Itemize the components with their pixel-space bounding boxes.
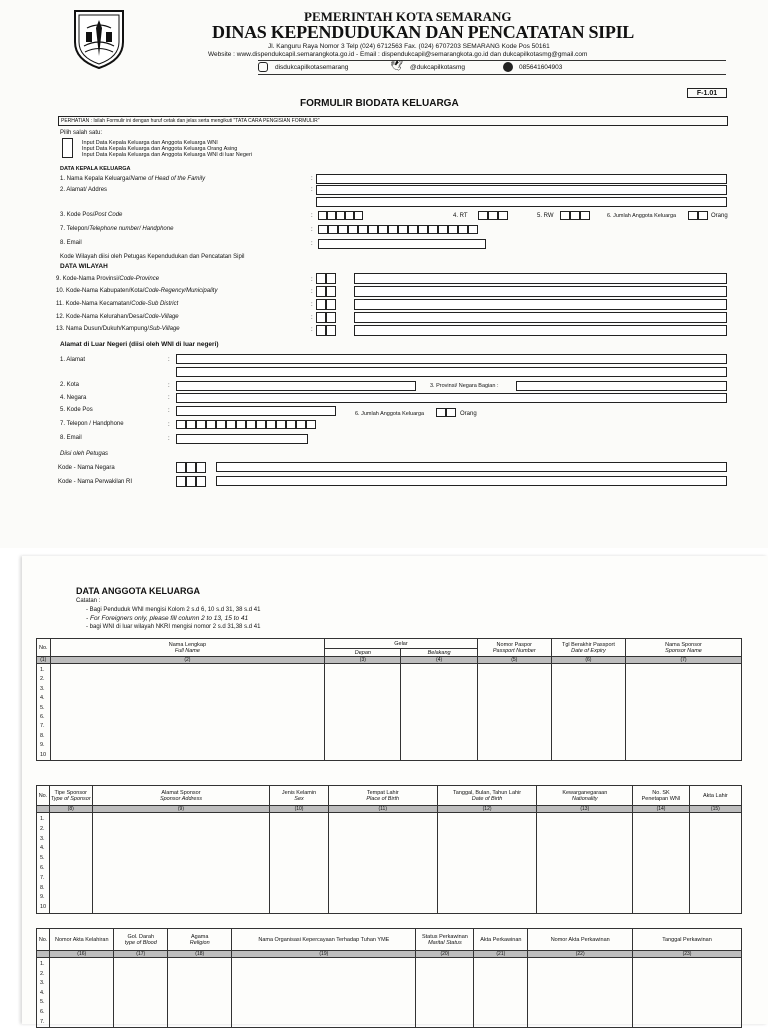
entry-cell[interactable] — [416, 958, 474, 1028]
row-numbers: 1. 2. 3. 4. 5. 6. 7. — [37, 958, 50, 1028]
col-sponsor-type: Tipe Sponsor Type of Sponsor — [49, 786, 92, 806]
choice-option-2: Input Data Kepala Keluarga dan Anggota Keluarga Orang Asing — [82, 146, 238, 152]
entry-cell[interactable] — [633, 958, 742, 1028]
kode-wilayah-note: Kode Wilayah diisi oleh Petugas Kependudukan dan Pencatatan Sipil — [60, 254, 245, 260]
wilayah-12: 12. Kode-Nama Kelurahan/Desa/Code-Village — [56, 314, 179, 320]
field-8-label: 8. Email — [60, 240, 82, 246]
field-2-label: 2. Alamat/ Addres — [60, 187, 108, 193]
catatan-label: Catatan : — [76, 598, 101, 604]
luar-orang-label: Orang — [460, 411, 477, 417]
col-passport-expiry: Tgl Berakhir Passport Date of Expiry — [551, 639, 625, 657]
header-agency: DINAS KEPENDUDUKAN DAN PENCATATAN SIPIL — [212, 22, 634, 42]
twitter-icon: 🕊 — [390, 61, 403, 72]
col-belakang: Belakang — [401, 649, 477, 657]
luar-1-label: 1. Alamat — [60, 357, 86, 363]
entry-cell[interactable] — [50, 664, 325, 761]
entry-cell[interactable] — [168, 958, 232, 1028]
members-table-3: No. Nomor Akta Kelahiran Gol. Darah type of Blood Agama Religion Nama Organisasi Kepercayaan Terhadap Tuhan YME Status Perkawinan Marital Status Akta Perkawinan Nomor Akta Perkawinan Tanggal Perkawinan (16) (17) (18) (19) (20) (21) (22) (23) 1. 2. 3. 4. 5. 6. 7. — [36, 928, 742, 1028]
entry-cell[interactable] — [528, 958, 633, 1028]
field-3-label: 3. Kode Pos/Post Code — [60, 212, 123, 218]
entry-cell[interactable] — [50, 958, 114, 1028]
notice-box — [58, 116, 728, 126]
col-marriage-cert: Akta Perkawinan — [474, 929, 528, 951]
col-passport: Nomor Paspor Passport Number — [477, 639, 551, 657]
col-gelar: Gelar — [325, 639, 477, 649]
kode-negara-label: Kode - Nama Negara — [58, 465, 115, 471]
entry-cell[interactable] — [114, 958, 168, 1028]
family-count-label: 6. Jumlah Anggota Keluarga — [607, 213, 677, 219]
luar-8-label: 8. Email — [60, 435, 82, 441]
col-full-name: Nama Lengkap Full Name — [50, 639, 325, 657]
note-2: - For Foreigners only, please fill column 2 to 13, 15 to 41 — [86, 615, 249, 622]
wilayah-11: 11. Kode-Nama Kecamatan/Code-Sub District — [56, 301, 179, 307]
instagram-icon — [258, 62, 268, 72]
wilayah-10: 10. Kode-Nama Kabupaten/Kota/Code-Regency/Municipality — [56, 288, 218, 294]
entry-cell[interactable] — [437, 813, 536, 914]
header-government: PEMERINTAH KOTA SEMARANG — [304, 9, 512, 24]
semarang-city-crest-icon — [72, 8, 126, 70]
members-table-1: No. Nama Lengkap Full Name Gelar Nomor Paspor Passport Number Tgl Berakhir Passport Date of Expiry Nama Sponsor Sponsor Name Depan Belakang (1) (2) (3) (4) (5) (6) (7) 1. 2. 3. 4. 5. 6. 7. 8. 9. 10 — [36, 638, 742, 761]
col-religion: Agama Religion — [168, 929, 232, 951]
section-kepala: DATA KEPALA KELUARGA — [60, 166, 131, 172]
col-sponsor-name: Nama Sponsor Sponsor Name — [626, 639, 742, 657]
col-belief-org: Nama Organisasi Kepercayaan Terhadap Tuhan YME — [232, 929, 416, 951]
wilayah-9: 9. Kode-Nama Provinsi/Code-Province — [56, 276, 160, 282]
field-7-label: 7. Telepon/Telephone number/ Handphone — [60, 226, 174, 232]
twitter-handle: @dukcapilkotasmg — [410, 64, 466, 71]
luar-3-label: 3. Provinsi/ Negara Bagian : — [430, 383, 499, 389]
entry-cell[interactable] — [689, 813, 741, 914]
col-no: No. — [37, 929, 50, 951]
foreign-email-field[interactable] — [176, 434, 308, 444]
col-place-of-birth: Tempat Lahir Place of Birth — [328, 786, 437, 806]
form-page-2 — [22, 556, 768, 1024]
entry-cell[interactable] — [633, 813, 689, 914]
entry-cell[interactable] — [626, 664, 742, 761]
form-title: FORMULIR BIODATA KELUARGA — [300, 98, 459, 109]
choice-checkbox[interactable] — [62, 138, 73, 158]
petugas-label: Diisi oleh Petugas — [60, 451, 109, 457]
entry-cell[interactable] — [401, 664, 477, 761]
section-wilayah: DATA WILAYAH — [60, 263, 108, 270]
entry-cell[interactable] — [270, 813, 328, 914]
choice-option-1: Input Data Kepala Keluarga dan Anggota Keluarga WNI — [82, 140, 218, 146]
members-table-2: No. Tipe Sponsor Type of Sponsor Alamat Sponsor Sponsor Address Jenis Kelamin Sex Tempat Lahir Place of Birth Tanggal, Bulan, Tahun Lahir Date of Birth Kewarganegaraan Nationality No. SK Penetapan WNI Akta Lahir (8) (9) (10) (11) (12) (13) (14) (15) 1. 2. 3. 4. 5. 6. 7. 8. 9. 10 — [36, 785, 742, 914]
notice-text: PERHATIAN : Isilah Formulir ini dengan huruf cetak dan jelas serta mengikuti "TATA CARA PENGISIAN FORMULIR" — [61, 118, 320, 124]
col-birth-cert: Akta Lahir — [689, 786, 741, 806]
col-marriage-date: Tanggal Perkawinan — [633, 929, 742, 951]
choice-label: Pilih salah satu: — [60, 130, 103, 136]
col-no: No. — [37, 639, 51, 657]
col-sk: No. SK Penetapan WNI — [633, 786, 689, 806]
luar-5-label: 5. Kode Pos — [60, 407, 93, 413]
rw-label: 5. RW — [537, 213, 554, 219]
col-sex: Jenis Kelamin Sex — [270, 786, 328, 806]
entry-cell[interactable] — [474, 958, 528, 1028]
entry-cell[interactable] — [328, 813, 437, 914]
foreign-city-field[interactable] — [176, 381, 416, 391]
col-marital-status: Status Perkawinan Marital Status — [416, 929, 474, 951]
form-code: F-1.01 — [687, 88, 727, 98]
instagram-handle: disdukcapilkotasemarang — [275, 64, 349, 71]
row-numbers: 1. 2. 3. 4. 5. 6. 7. 8. 9. 10 — [37, 664, 51, 761]
col-sponsor-address: Alamat Sponsor Sponsor Address — [92, 786, 270, 806]
head-name-field[interactable] — [316, 174, 727, 184]
col-nationality: Kewarganegaraan Nationality — [537, 786, 633, 806]
address-field-2[interactable] — [316, 197, 727, 207]
entry-cell[interactable] — [49, 813, 92, 914]
foreign-postcode-field[interactable] — [176, 406, 336, 416]
whatsapp-number: 085641604903 — [519, 64, 563, 71]
address-field-1[interactable] — [316, 185, 727, 195]
entry-cell[interactable] — [477, 664, 551, 761]
country-name-field[interactable] — [216, 462, 727, 472]
entry-cell[interactable] — [92, 813, 270, 914]
col-blood-type: Gol. Darah type of Blood — [114, 929, 168, 951]
header-address: Jl. Kanguru Raya Nomor 3 Telp (024) 6712563 Fax. (024) 6707203 SEMARANG Kode Pos 50161 — [268, 43, 550, 50]
field-1-label: 1. Nama Kepala Keluarga/Name of Head of the Family — [60, 176, 206, 182]
entry-cell[interactable] — [325, 664, 401, 761]
form-page-1: PEMERINTAH KOTA SEMARANG DINAS KEPENDUDUKAN DAN PENCATATAN SIPIL Jl. Kanguru Raya Nomor 3 Telp (024) 6712563 Fax. (024) 6707203 SEMARANG Kode Pos 50161 Website : www.dispendukcapil.semarangkota.go.id - Email : dispendukcapil@semarangkota.go.id dan dukcapilkotasmg@gmail.com disdukcapilkotasemarang 🕊 @dukcapilkotasmg 085641604903 F-1.01 FORMULIR BIODATA KELUARGA PERHATIAN : Isilah Formulir ini dengan huruf cetak dan jelas serta mengikuti "TATA CARA PENGISIAN FORMULIR" Pilih salah satu: Input Data Kepala Keluarga dan Anggota Keluarga WNI Input Data Kepala Keluarga dan Anggota Keluarga Orang Asing Input Data Kepala Keluarga dan Anggota Keluarga WNI di luar Negeri DATA KEPALA KELUARGA 1. Nama Kepala Keluarga/Name of Head of the Family : 2. Alamat/ Addres : 3. Kode Pos/Post Code : 4. RT 5. RW 6. Jumlah Anggota Keluarga Orang 7. Telepon/Telephone number/ Handphone : 8. Email : Kode Wilayah diisi oleh Petugas Kependudukan dan Pencatatan Sipil DATA WILAYAH 9. Kode-Nama Provinsi/Code-Province 10. Kode-Nama Kabupaten/Kota/Code-Regency/Municipality 11. Kode-Nama Kecamatan/Code-Sub District 12. Kode-Nama Kelurahan/Desa/Code-Village 13. Nama Dusun/Dukuh/Kampung/Sub-Village : : : : : Alamat di Luar Negeri (diisi oleh WNI di luar negeri) 1. Alamat : 2. Kota : 3. Provinsi/ Negara Bagian : 4. Negara : 5. Kode Pos : 6. Jumlah Anggota Keluarga Orang 7. Telepon / Handphone : 8. Email : Diisi oleh Petugas Kode - Nama Negara Kode - Nama Perwakilan RI — [0, 0, 768, 548]
col-date-of-birth: Tanggal, Bulan, Tahun Lahir Date of Birth — [437, 786, 536, 806]
representative-name-field[interactable] — [216, 476, 727, 486]
header-website: Website : www.dispendukcapil.semarangkota.go.id - Email : dispendukcapil@semarangkota.go.id dan dukcapilkotasmg@gmail.com — [208, 51, 588, 58]
anggota-title: DATA ANGGOTA KELUARGA — [76, 586, 200, 596]
foreign-province-field[interactable] — [516, 381, 727, 391]
wilayah-13: 13. Nama Dusun/Dukuh/Kampung/Sub-Village — [56, 326, 180, 332]
foreign-address-1[interactable] — [176, 354, 727, 364]
col-no: No. — [37, 786, 50, 806]
note-1: - Bagi Penduduk WNI mengisi Kolom 2 s.d 6, 10 s.d 31, 38 s.d 41 — [86, 607, 261, 613]
whatsapp-icon — [503, 62, 513, 72]
choice-option-3: Input Data Kepala Keluarga dan Anggota Keluarga WNI di luar Negeri — [82, 152, 252, 158]
note-3: - bagi WNI di luar wilayah NKRI mengisi nomor 2 s.d 31,38 s.d 41 — [86, 624, 261, 630]
entry-cell[interactable] — [232, 958, 416, 1028]
rt-label: 4. RT — [453, 213, 468, 219]
col-depan: Depan — [325, 649, 401, 657]
luar-4-label: 4. Negara — [60, 395, 87, 401]
luar-6-label: 6. Jumlah Anggota Keluarga — [355, 411, 425, 417]
foreign-address-2[interactable] — [176, 367, 727, 377]
kode-perwakilan-label: Kode - Nama Perwakilan RI — [58, 479, 133, 485]
luar-2-label: 2. Kota — [60, 382, 80, 388]
row-numbers: 1. 2. 3. 4. 5. 6. 7. 8. 9. 10 — [37, 813, 50, 914]
orang-label: Orang — [711, 213, 728, 219]
col-marriage-cert-number: Nomor Akta Perkawinan — [528, 929, 633, 951]
foreign-country-field[interactable] — [176, 393, 727, 403]
luar-7-label: 7. Telepon / Handphone — [60, 421, 124, 427]
entry-cell[interactable] — [537, 813, 633, 914]
email-field[interactable] — [318, 239, 486, 249]
entry-cell[interactable] — [551, 664, 625, 761]
section-luar-negeri: Alamat di Luar Negeri (diisi oleh WNI di luar negeri) — [60, 341, 219, 348]
col-birth-cert-number: Nomor Akta Kelahiran — [50, 929, 114, 951]
